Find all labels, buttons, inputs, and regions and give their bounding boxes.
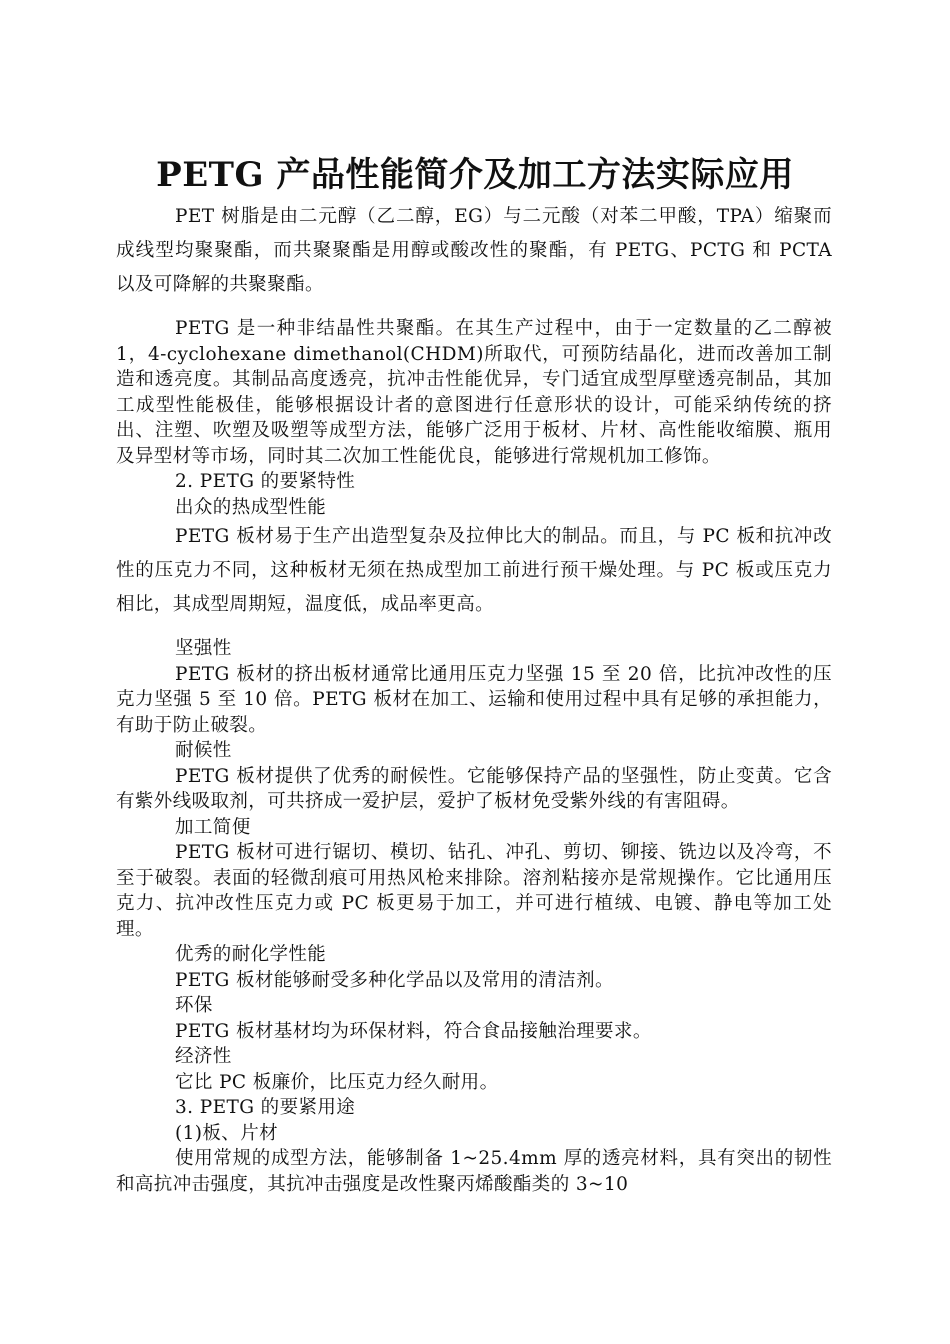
paragraph-intro: PET 树脂是由二元醇（乙二醇，EG）与二元酸（对苯二甲酸，TPA）缩聚而成线型均聚聚酯，而共聚聚酯是用醇或酸改性的聚酯，有 PETG、PCTG 和 PCTA 以及可降解的共聚聚酯。 xyxy=(116,206,832,295)
paragraph-sheets: 使用常规的成型方法，能够制备 1~25.4mm 厚的透亮材料，具有突出的韧性和高抗冲击强度，其抗冲击强度是改性聚丙烯酸酯类的 3~10 xyxy=(116,1148,832,1195)
subheading-thermoforming: 出众的热成型性能 xyxy=(175,496,327,518)
subheading-processing: 加工简便 xyxy=(175,816,251,838)
subheading-environmental: 环保 xyxy=(175,995,213,1016)
section-heading-uses: 3. PETG 的要紧用途 xyxy=(175,1097,356,1118)
paragraph-economy: 它比 PC 板廉价，比压克力经久耐用。 xyxy=(175,1071,499,1093)
document-title: PETG 产品性能简介及加工方法实际应用 xyxy=(156,155,794,195)
paragraph-thermoforming: PETG 板材易于生产出造型复杂及拉伸比大的制品。而且，与 PC 板和抗冲改性的压克力不同，这种板材无须在热成型加工前进行预干燥处理。与 PC 板或压克力相比，其成型周期短，温度低，成品率更高。 xyxy=(116,526,832,615)
paragraph-chemical-resistance: PETG 板材能够耐受多种化学品以及常用的清洁剂。 xyxy=(175,969,614,991)
section-heading-properties: 2. PETG 的要紧特性 xyxy=(175,471,356,492)
paragraph-petg-overview: PETG 是一种非结晶性共聚酯。在其生产过程中，由于一定数量的乙二醇被 1，4-cyclohexane dimethanol(CHDM)所取代，可预防结晶化，进而改善加工制造和透亮度。其制品高度透亮，抗冲击性能优异，专门适宜成型厚壁透亮制品，其加工成型性能极佳，能够根据设计者的意图进行任意形状的设计，可能采纳传统的挤出、注塑、吹塑及吸塑等成型方法，能够广泛用于板材、片材、高性能收缩膜、瓶用及异型材等市场，同时其二次加工性能优良，能够进行常规机加工修饰。 xyxy=(116,318,832,467)
subheading-economy: 经济性 xyxy=(175,1046,232,1067)
subheading-sheets: (1)板、片材 xyxy=(175,1122,279,1144)
subheading-chemical-resistance: 优秀的耐化学性能 xyxy=(175,944,327,965)
paragraph-weatherability: PETG 板材提供了优秀的耐候性。它能够保持产品的坚强性，防止变黄。它含有紫外线吸取剂，可共挤成一爱护层，爱护了板材免受紫外线的有害阻碍。 xyxy=(116,765,832,812)
paragraph-processing: PETG 板材可进行锯切、模切、钻孔、冲孔、剪切、铆接、铣边以及冷弯，不至于破裂。表面的轻微刮痕可用热风枪来排除。溶剂粘接亦是常规操作。它比通用压克力、抗冲改性压克力或 PC 板更易于加工，并可进行植绒、电镀、静电等加工处理。 xyxy=(116,842,832,940)
paragraph-toughness: PETG 板材的挤出板材通常比通用压克力坚强 15 至 20 倍，比抗冲改性的压克力坚强 5 至 10 倍。PETG 板材在加工、运输和使用过程中具有足够的承担能力，有助于防止破裂。 xyxy=(116,663,832,736)
subheading-toughness: 坚强性 xyxy=(175,638,232,659)
paragraph-environmental: PETG 板材基材均为环保材料，符合食品接触治理要求。 xyxy=(175,1020,652,1042)
subheading-weatherability: 耐候性 xyxy=(175,740,232,761)
document-body xyxy=(116,200,832,1197)
